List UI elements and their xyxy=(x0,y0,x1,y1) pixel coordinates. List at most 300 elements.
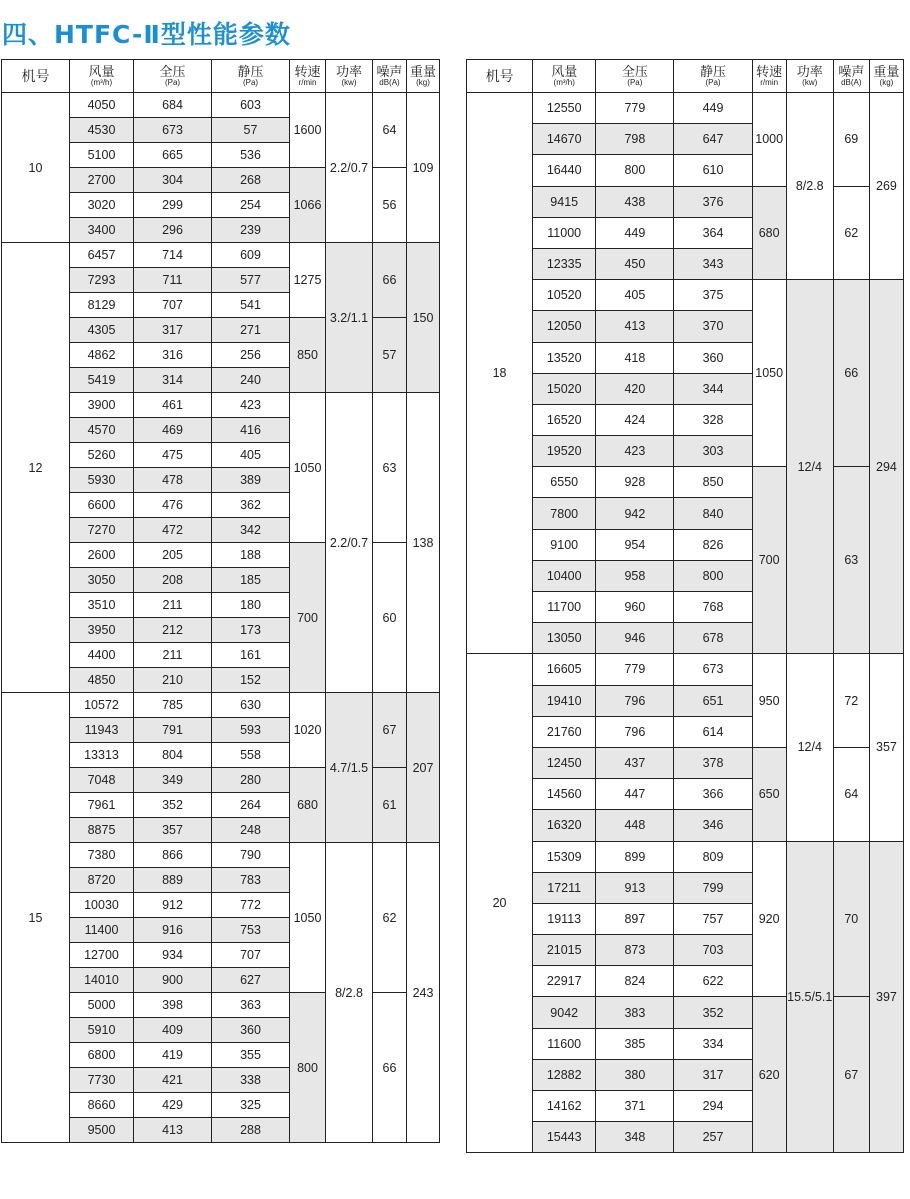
noise-cell: 62 xyxy=(373,843,407,993)
static-pressure-cell: 303 xyxy=(674,436,752,467)
total-pressure-cell: 942 xyxy=(596,498,674,529)
airflow-cell: 10030 xyxy=(70,893,134,918)
weight-cell: 269 xyxy=(869,93,903,280)
noise-cell: 63 xyxy=(373,393,407,543)
total-pressure-cell: 437 xyxy=(596,747,674,778)
speed-cell: 700 xyxy=(290,543,326,693)
airflow-cell: 8720 xyxy=(70,868,134,893)
total-pressure-cell: 824 xyxy=(596,966,674,997)
static-pressure-cell: 346 xyxy=(674,810,752,841)
airflow-cell: 11400 xyxy=(70,918,134,943)
total-pressure-cell: 210 xyxy=(134,668,212,693)
static-pressure-cell: 334 xyxy=(674,1028,752,1059)
airflow-cell: 21015 xyxy=(533,935,596,966)
static-pressure-cell: 768 xyxy=(674,592,752,623)
airflow-cell: 6600 xyxy=(70,493,134,518)
header-total-pressure: 全压 (Pa) xyxy=(134,60,212,93)
static-pressure-cell: 325 xyxy=(212,1093,290,1118)
model-number-cell: 15 xyxy=(2,693,70,1143)
total-pressure-cell: 958 xyxy=(596,560,674,591)
airflow-cell: 10572 xyxy=(70,693,134,718)
total-pressure-cell: 899 xyxy=(596,841,674,872)
header-static-pressure: 静压 (Pa) xyxy=(212,60,290,93)
airflow-cell: 3900 xyxy=(70,393,134,418)
total-pressure-cell: 413 xyxy=(596,311,674,342)
airflow-cell: 3400 xyxy=(70,218,134,243)
static-pressure-cell: 366 xyxy=(674,779,752,810)
static-pressure-cell: 152 xyxy=(212,668,290,693)
power-cell: 15.5/5.1 xyxy=(786,841,833,1153)
static-pressure-cell: 355 xyxy=(212,1043,290,1068)
airflow-cell: 9042 xyxy=(533,997,596,1028)
static-pressure-cell: 630 xyxy=(212,693,290,718)
total-pressure-cell: 796 xyxy=(596,716,674,747)
airflow-cell: 9500 xyxy=(70,1118,134,1143)
table-row xyxy=(467,997,904,1028)
total-pressure-cell: 296 xyxy=(134,218,212,243)
total-pressure-cell: 900 xyxy=(134,968,212,993)
speed-cell: 1020 xyxy=(290,693,326,768)
airflow-cell: 6800 xyxy=(70,1043,134,1068)
weight-cell: 207 xyxy=(407,693,440,843)
table-row xyxy=(467,841,904,872)
total-pressure-cell: 450 xyxy=(596,248,674,279)
total-pressure-cell: 449 xyxy=(596,217,674,248)
total-pressure-cell: 960 xyxy=(596,592,674,623)
speed-cell: 800 xyxy=(290,993,326,1143)
noise-cell: 61 xyxy=(373,768,407,843)
static-pressure-cell: 294 xyxy=(674,1091,752,1122)
static-pressure-cell: 248 xyxy=(212,818,290,843)
static-pressure-cell: 541 xyxy=(212,293,290,318)
noise-cell: 56 xyxy=(373,168,407,243)
table-row xyxy=(467,93,904,124)
airflow-cell: 15020 xyxy=(533,373,596,404)
airflow-cell: 16605 xyxy=(533,654,596,685)
airflow-cell: 5910 xyxy=(70,1018,134,1043)
speed-cell: 650 xyxy=(752,747,786,841)
static-pressure-cell: 609 xyxy=(212,243,290,268)
static-pressure-cell: 352 xyxy=(674,997,752,1028)
weight-cell: 138 xyxy=(407,393,440,693)
total-pressure-cell: 438 xyxy=(596,186,674,217)
airflow-cell: 3950 xyxy=(70,618,134,643)
noise-cell: 69 xyxy=(833,93,869,187)
airflow-cell: 9415 xyxy=(533,186,596,217)
total-pressure-cell: 299 xyxy=(134,193,212,218)
airflow-cell: 17211 xyxy=(533,872,596,903)
airflow-cell: 16440 xyxy=(533,155,596,186)
total-pressure-cell: 447 xyxy=(596,779,674,810)
total-pressure-cell: 304 xyxy=(134,168,212,193)
static-pressure-cell: 850 xyxy=(674,467,752,498)
static-pressure-cell: 185 xyxy=(212,568,290,593)
total-pressure-cell: 791 xyxy=(134,718,212,743)
speed-cell: 680 xyxy=(290,768,326,843)
total-pressure-cell: 800 xyxy=(596,155,674,186)
noise-cell: 63 xyxy=(833,467,869,654)
static-pressure-cell: 360 xyxy=(674,342,752,373)
weight-cell: 294 xyxy=(869,280,903,654)
header-noise: 噪声 dB(A) xyxy=(833,60,869,93)
static-pressure-cell: 378 xyxy=(674,747,752,778)
noise-cell: 67 xyxy=(833,997,869,1153)
total-pressure-cell: 398 xyxy=(134,993,212,1018)
total-pressure-cell: 461 xyxy=(134,393,212,418)
static-pressure-cell: 280 xyxy=(212,768,290,793)
static-pressure-cell: 256 xyxy=(212,343,290,368)
static-pressure-cell: 707 xyxy=(212,943,290,968)
static-pressure-cell: 317 xyxy=(674,1059,752,1090)
power-cell: 8/2.8 xyxy=(786,93,833,280)
airflow-cell: 12050 xyxy=(533,311,596,342)
airflow-cell: 12335 xyxy=(533,248,596,279)
total-pressure-cell: 409 xyxy=(134,1018,212,1043)
table-row xyxy=(2,243,440,268)
airflow-cell: 7380 xyxy=(70,843,134,868)
airflow-cell: 5419 xyxy=(70,368,134,393)
total-pressure-cell: 476 xyxy=(134,493,212,518)
static-pressure-cell: 180 xyxy=(212,593,290,618)
static-pressure-cell: 370 xyxy=(674,311,752,342)
noise-cell: 66 xyxy=(373,243,407,318)
airflow-cell: 19113 xyxy=(533,903,596,934)
noise-cell: 64 xyxy=(833,747,869,841)
noise-cell: 72 xyxy=(833,654,869,748)
airflow-cell: 4530 xyxy=(70,118,134,143)
total-pressure-cell: 316 xyxy=(134,343,212,368)
table-row xyxy=(2,93,440,118)
airflow-cell: 5260 xyxy=(70,443,134,468)
total-pressure-cell: 798 xyxy=(596,124,674,155)
static-pressure-cell: 271 xyxy=(212,318,290,343)
airflow-cell: 4850 xyxy=(70,668,134,693)
total-pressure-cell: 779 xyxy=(596,654,674,685)
header-speed: 转速 r/min xyxy=(752,60,786,93)
static-pressure-cell: 757 xyxy=(674,903,752,934)
speed-cell: 850 xyxy=(290,318,326,393)
power-cell: 3.2/1.1 xyxy=(326,243,373,393)
static-pressure-cell: 288 xyxy=(212,1118,290,1143)
airflow-cell: 7270 xyxy=(70,518,134,543)
airflow-cell: 14560 xyxy=(533,779,596,810)
total-pressure-cell: 211 xyxy=(134,593,212,618)
power-cell: 12/4 xyxy=(786,280,833,654)
weight-cell: 150 xyxy=(407,243,440,393)
speed-cell: 1275 xyxy=(290,243,326,318)
model-number-cell: 20 xyxy=(467,654,533,1153)
static-pressure-cell: 678 xyxy=(674,623,752,654)
total-pressure-cell: 475 xyxy=(134,443,212,468)
airflow-cell: 10400 xyxy=(533,560,596,591)
performance-table-left xyxy=(1,59,440,1143)
speed-cell: 950 xyxy=(752,654,786,748)
model-number-cell: 18 xyxy=(467,93,533,654)
airflow-cell: 21760 xyxy=(533,716,596,747)
total-pressure-cell: 385 xyxy=(596,1028,674,1059)
static-pressure-cell: 673 xyxy=(674,654,752,685)
airflow-cell: 15443 xyxy=(533,1122,596,1153)
static-pressure-cell: 790 xyxy=(212,843,290,868)
static-pressure-cell: 343 xyxy=(674,248,752,279)
total-pressure-cell: 419 xyxy=(134,1043,212,1068)
airflow-cell: 9100 xyxy=(533,529,596,560)
static-pressure-cell: 173 xyxy=(212,618,290,643)
airflow-cell: 4050 xyxy=(70,93,134,118)
airflow-cell: 5000 xyxy=(70,993,134,1018)
static-pressure-cell: 809 xyxy=(674,841,752,872)
header-airflow: 风量 (m³/h) xyxy=(70,60,134,93)
static-pressure-cell: 603 xyxy=(212,93,290,118)
weight-cell: 109 xyxy=(407,93,440,243)
noise-cell: 67 xyxy=(373,693,407,768)
total-pressure-cell: 314 xyxy=(134,368,212,393)
airflow-cell: 14670 xyxy=(533,124,596,155)
airflow-cell: 5100 xyxy=(70,143,134,168)
airflow-cell: 7048 xyxy=(70,768,134,793)
noise-cell: 66 xyxy=(833,280,869,467)
total-pressure-cell: 413 xyxy=(134,1118,212,1143)
airflow-cell: 12882 xyxy=(533,1059,596,1090)
static-pressure-cell: 416 xyxy=(212,418,290,443)
static-pressure-cell: 376 xyxy=(674,186,752,217)
table-row xyxy=(2,693,440,718)
total-pressure-cell: 928 xyxy=(596,467,674,498)
static-pressure-cell: 57 xyxy=(212,118,290,143)
header-airflow: 风量 (m³/h) xyxy=(533,60,596,93)
speed-cell: 920 xyxy=(752,841,786,997)
static-pressure-cell: 405 xyxy=(212,443,290,468)
static-pressure-cell: 449 xyxy=(674,93,752,124)
static-pressure-cell: 338 xyxy=(212,1068,290,1093)
airflow-cell: 5930 xyxy=(70,468,134,493)
airflow-cell: 11943 xyxy=(70,718,134,743)
static-pressure-cell: 268 xyxy=(212,168,290,193)
header-weight: 重量 (kg) xyxy=(869,60,903,93)
airflow-cell: 4305 xyxy=(70,318,134,343)
total-pressure-cell: 916 xyxy=(134,918,212,943)
performance-table-right xyxy=(466,59,904,1153)
total-pressure-cell: 897 xyxy=(596,903,674,934)
total-pressure-cell: 478 xyxy=(134,468,212,493)
static-pressure-cell: 627 xyxy=(212,968,290,993)
weight-cell: 357 xyxy=(869,654,903,841)
static-pressure-cell: 423 xyxy=(212,393,290,418)
airflow-cell: 11000 xyxy=(533,217,596,248)
static-pressure-cell: 389 xyxy=(212,468,290,493)
header-power: 功率 (kw) xyxy=(786,60,833,93)
total-pressure-cell: 405 xyxy=(596,280,674,311)
speed-cell: 1066 xyxy=(290,168,326,243)
noise-cell: 66 xyxy=(373,993,407,1143)
model-number-cell: 10 xyxy=(2,93,70,243)
total-pressure-cell: 317 xyxy=(134,318,212,343)
airflow-cell: 19410 xyxy=(533,685,596,716)
total-pressure-cell: 205 xyxy=(134,543,212,568)
airflow-cell: 8875 xyxy=(70,818,134,843)
total-pressure-cell: 684 xyxy=(134,93,212,118)
static-pressure-cell: 614 xyxy=(674,716,752,747)
speed-cell: 620 xyxy=(752,997,786,1153)
airflow-cell: 15309 xyxy=(533,841,596,872)
airflow-cell: 11700 xyxy=(533,592,596,623)
header-weight: 重量 (kg) xyxy=(407,60,440,93)
static-pressure-cell: 363 xyxy=(212,993,290,1018)
total-pressure-cell: 889 xyxy=(134,868,212,893)
airflow-cell: 7293 xyxy=(70,268,134,293)
total-pressure-cell: 424 xyxy=(596,404,674,435)
static-pressure-cell: 536 xyxy=(212,143,290,168)
power-cell: 2.2/0.7 xyxy=(326,93,373,243)
power-cell: 8/2.8 xyxy=(326,843,373,1143)
page-title: 四、HTFC-Ⅱ型性能参数 xyxy=(2,20,291,49)
speed-cell: 1600 xyxy=(290,93,326,168)
airflow-cell: 8660 xyxy=(70,1093,134,1118)
total-pressure-cell: 349 xyxy=(134,768,212,793)
total-pressure-cell: 873 xyxy=(596,935,674,966)
static-pressure-cell: 344 xyxy=(674,373,752,404)
airflow-cell: 7961 xyxy=(70,793,134,818)
total-pressure-cell: 383 xyxy=(596,997,674,1028)
static-pressure-cell: 647 xyxy=(674,124,752,155)
total-pressure-cell: 714 xyxy=(134,243,212,268)
total-pressure-cell: 796 xyxy=(596,685,674,716)
total-pressure-cell: 673 xyxy=(134,118,212,143)
airflow-cell: 12700 xyxy=(70,943,134,968)
airflow-cell: 8129 xyxy=(70,293,134,318)
airflow-cell: 2600 xyxy=(70,543,134,568)
total-pressure-cell: 418 xyxy=(596,342,674,373)
static-pressure-cell: 240 xyxy=(212,368,290,393)
total-pressure-cell: 420 xyxy=(596,373,674,404)
static-pressure-cell: 826 xyxy=(674,529,752,560)
airflow-cell: 4570 xyxy=(70,418,134,443)
table-row xyxy=(467,467,904,498)
total-pressure-cell: 357 xyxy=(134,818,212,843)
static-pressure-cell: 328 xyxy=(674,404,752,435)
static-pressure-cell: 161 xyxy=(212,643,290,668)
weight-cell: 397 xyxy=(869,841,903,1153)
static-pressure-cell: 651 xyxy=(674,685,752,716)
airflow-cell: 6457 xyxy=(70,243,134,268)
total-pressure-cell: 371 xyxy=(596,1091,674,1122)
total-pressure-cell: 472 xyxy=(134,518,212,543)
airflow-cell: 16520 xyxy=(533,404,596,435)
total-pressure-cell: 866 xyxy=(134,843,212,868)
total-pressure-cell: 423 xyxy=(596,436,674,467)
static-pressure-cell: 375 xyxy=(674,280,752,311)
airflow-cell: 4862 xyxy=(70,343,134,368)
airflow-cell: 6550 xyxy=(533,467,596,498)
table-row xyxy=(467,186,904,217)
speed-cell: 680 xyxy=(752,186,786,280)
table-row xyxy=(467,280,904,311)
total-pressure-cell: 804 xyxy=(134,743,212,768)
noise-cell: 60 xyxy=(373,543,407,693)
airflow-cell: 14162 xyxy=(533,1091,596,1122)
header-static-pressure: 静压 (Pa) xyxy=(674,60,752,93)
static-pressure-cell: 364 xyxy=(674,217,752,248)
static-pressure-cell: 840 xyxy=(674,498,752,529)
static-pressure-cell: 703 xyxy=(674,935,752,966)
static-pressure-cell: 772 xyxy=(212,893,290,918)
header-power: 功率 (kw) xyxy=(326,60,373,93)
total-pressure-cell: 779 xyxy=(596,93,674,124)
total-pressure-cell: 934 xyxy=(134,943,212,968)
speed-cell: 1050 xyxy=(290,843,326,993)
header-speed: 转速 r/min xyxy=(290,60,326,93)
airflow-cell: 10520 xyxy=(533,280,596,311)
speed-cell: 1000 xyxy=(752,93,786,187)
airflow-cell: 3020 xyxy=(70,193,134,218)
total-pressure-cell: 946 xyxy=(596,623,674,654)
model-number-cell: 12 xyxy=(2,243,70,693)
total-pressure-cell: 707 xyxy=(134,293,212,318)
airflow-cell: 3510 xyxy=(70,593,134,618)
airflow-cell: 12450 xyxy=(533,747,596,778)
static-pressure-cell: 577 xyxy=(212,268,290,293)
header-model: 机号 xyxy=(2,60,70,93)
total-pressure-cell: 912 xyxy=(134,893,212,918)
airflow-cell: 13050 xyxy=(533,623,596,654)
static-pressure-cell: 610 xyxy=(674,155,752,186)
total-pressure-cell: 711 xyxy=(134,268,212,293)
airflow-cell: 19520 xyxy=(533,436,596,467)
airflow-cell: 7730 xyxy=(70,1068,134,1093)
noise-cell: 64 xyxy=(373,93,407,168)
airflow-cell: 7800 xyxy=(533,498,596,529)
speed-cell: 700 xyxy=(752,467,786,654)
static-pressure-cell: 239 xyxy=(212,218,290,243)
total-pressure-cell: 429 xyxy=(134,1093,212,1118)
total-pressure-cell: 208 xyxy=(134,568,212,593)
total-pressure-cell: 665 xyxy=(134,143,212,168)
airflow-cell: 11600 xyxy=(533,1028,596,1059)
static-pressure-cell: 753 xyxy=(212,918,290,943)
static-pressure-cell: 799 xyxy=(674,872,752,903)
header-total-pressure: 全压 (Pa) xyxy=(596,60,674,93)
noise-cell: 57 xyxy=(373,318,407,393)
airflow-cell: 13520 xyxy=(533,342,596,373)
total-pressure-cell: 380 xyxy=(596,1059,674,1090)
airflow-cell: 4400 xyxy=(70,643,134,668)
total-pressure-cell: 352 xyxy=(134,793,212,818)
airflow-cell: 22917 xyxy=(533,966,596,997)
total-pressure-cell: 421 xyxy=(134,1068,212,1093)
power-cell: 12/4 xyxy=(786,654,833,841)
airflow-cell: 12550 xyxy=(533,93,596,124)
speed-cell: 1050 xyxy=(290,393,326,543)
airflow-cell: 13313 xyxy=(70,743,134,768)
static-pressure-cell: 254 xyxy=(212,193,290,218)
static-pressure-cell: 188 xyxy=(212,543,290,568)
weight-cell: 243 xyxy=(407,843,440,1143)
static-pressure-cell: 360 xyxy=(212,1018,290,1043)
noise-cell: 70 xyxy=(833,841,869,997)
total-pressure-cell: 954 xyxy=(596,529,674,560)
noise-cell: 62 xyxy=(833,186,869,280)
airflow-cell: 3050 xyxy=(70,568,134,593)
static-pressure-cell: 257 xyxy=(674,1122,752,1153)
airflow-cell: 2700 xyxy=(70,168,134,193)
header-noise: 噪声 dB(A) xyxy=(373,60,407,93)
airflow-cell: 14010 xyxy=(70,968,134,993)
power-cell: 4.7/1.5 xyxy=(326,693,373,843)
total-pressure-cell: 913 xyxy=(596,872,674,903)
static-pressure-cell: 342 xyxy=(212,518,290,543)
static-pressure-cell: 264 xyxy=(212,793,290,818)
total-pressure-cell: 785 xyxy=(134,693,212,718)
